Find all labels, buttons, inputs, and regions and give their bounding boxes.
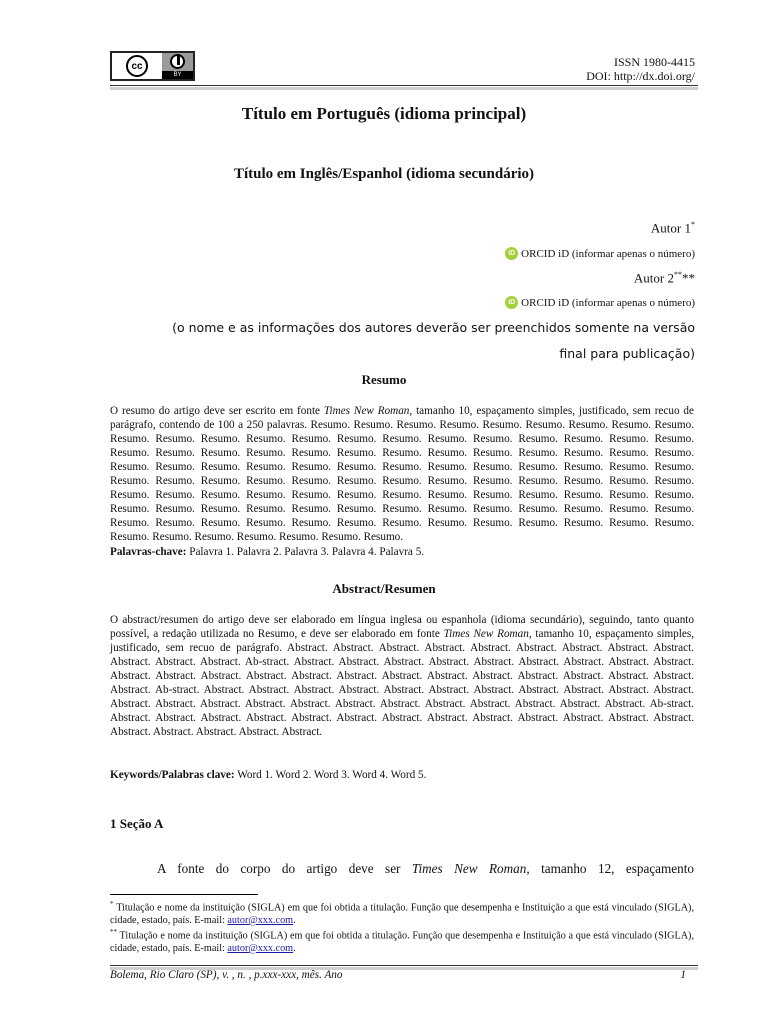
orcid-author-1[interactable]: iD ORCID iD (informar apenas o número) [505,247,695,260]
footnote-2: ** Titulação e nome da instituição (SIGLA) em que foi obtida a titulação. Função que desempenha e Instituição a que está vinculado (SIGLA), cidade, estado, país. E-mail: autor@xxx.com. [110,928,694,954]
resumo-heading: Resumo [361,372,407,387]
abstract-paragraph: O abstract/resumen do artigo deve ser elaborado em língua inglesa ou espanhola (idioma secundário), seguindo, tanto quanto possível, a redação utilizada no Resumo, e deve ser elaborado em fonte Times New Roman, tamanho 10, espaçamento simples, justificado, sem recuo de parágrafo. Abstract. Abstract. Abstract. Abstract. Abstract. Abstract. Abstract. Abstract. Abstract. Abstract. Abstract. Abstract. Ab-stract. Abstract. Abstract. Abstract. Abstract. Abstract. Abstract. Abstract. Abstract. Abstract. Abstract. Abstract. Abstract. Abstract. Abstract. Abstract. Abstract. Abstract. Abstract. Abstract. Abstract. Abstract. Abstract. Abstract. Ab-stract. Abstract. Abstract. Abstract. Abstract. Abstract. Abstract. Abstract. Abstract. Abstract. Abstract. Abstract. Abstract. Abstract. Abstract. Abstract. Abstract. Abstract. Abstract. Abstract. Abstract. Abstract. Abstract. Abstract. Ab-stract. Abstract. Abstract. Abstract. Abstract. Abstract. Abstract. Abstract. Abstract. Abstract. Abstract. Abstract. Abstract. Abstract. Abstract. Abstract. Abstract. Abstract. Abstract. [110,614,694,738]
header-rule [110,85,698,86]
abstract-keywords: Keywords/Palabras clave: Word 1. Word 2. Word 3. Word 4. Word 5. [110,769,427,781]
footnote-separator [110,894,258,895]
author-1: Autor 1* [650,220,695,236]
title-main: Título em Português (idioma principal) [241,104,527,123]
footer-rule [110,965,698,966]
issn: ISSN 1980-4415 [613,55,695,69]
resumo-keywords: Palavras-chave: Palavra 1. Palavra 2. Palavra 3. Palavra 4. Palavra 5. [110,546,425,558]
orcid-icon: iD [505,247,518,260]
cc-by-license-logo [110,51,195,81]
section-body: A fonte do corpo do artigo deve ser Times New Roman, tamanho 12, espaçamento [157,861,695,876]
cc-icon: cc [112,53,162,79]
email-link[interactable]: autor@xxx.com [227,942,294,954]
author-note-line-2: final para publicação) [559,346,695,361]
resumo-paragraph: O resumo do artigo deve ser escrito em fonte Times New Roman, tamanho 10, espaçamento simples, justificado, sem recuo de parágrafo, contendo de 100 a 250 palavras. Resumo. Resumo. Resumo. Resumo. Resumo. Resumo. Resumo. Resumo. Resumo. Resumo. Resumo. Resumo. Resumo. Resumo. Resumo. Resumo. Resumo. Resumo. Resumo. Resumo. Resumo. Resumo. Resumo. Resumo. Resumo. Resumo. Resumo. Resumo. Resumo. Resumo. Resumo. Resumo. Resumo. Resumo. Resumo. Resumo. Resumo. Resumo. Resumo. Resumo. Resumo. Resumo. Resumo. Resumo. Resumo. Resumo. Resumo. Resumo. Resumo. Resumo. Resumo. Resumo. Resumo. Resumo. Resumo. Resumo. Resumo. Resumo. Resumo. Resumo. Resumo. Resumo. Resumo. Resumo. Resumo. Resumo. Resumo. Resumo. Resumo. Resumo. Resumo. Resumo. Resumo. Resumo. Resumo. Resumo. Resumo. Resumo. Resumo. Resumo. Resumo. Resumo. Resumo. Resumo. Resumo. Resumo. Resumo. Resumo. Resumo. Resumo. Resumo. Resumo. Resumo. Resumo. Resumo. Resumo. Resumo. Resumo. Resumo. Resumo. Resumo. Resumo. Resumo. Resumo. Resumo. Resumo. Resumo. [110,405,694,543]
page-number: 1 [680,969,686,981]
orcid-icon: iD [505,296,518,309]
email-link[interactable]: autor@xxx.com [227,914,294,926]
doi: DOI: http://dx.doi.org/ [586,69,695,83]
by-label: BY [162,71,193,79]
header-rule-shadow [110,87,698,90]
abstract-heading: Abstract/Resumen [332,581,436,596]
footer-citation: Bolema, Rio Claro (SP), v. , n. , p.xxx-xxx, mês. Ano [110,969,343,981]
author-2: Autor 2**** [633,270,695,286]
section-heading: 1 Seção A [110,816,164,831]
journal-identifiers [586,55,695,83]
footnote-1: * Titulação e nome da instituição (SIGLA) em que foi obtida a titulação. Função que desempenha e Instituição a que está vinculado (SIGLA), cidade, estado, país. E-mail: autor@xxx.com. [110,900,694,926]
title-secondary: Título em Inglês/Espanhol (idioma secundário) [233,166,535,182]
orcid-author-2[interactable]: iD ORCID iD (informar apenas o número) [505,296,695,309]
author-note-line-1: (o nome e as informações dos autores deverão ser preenchidos somente na versão [172,320,695,335]
by-attribution-icon [162,53,193,79]
